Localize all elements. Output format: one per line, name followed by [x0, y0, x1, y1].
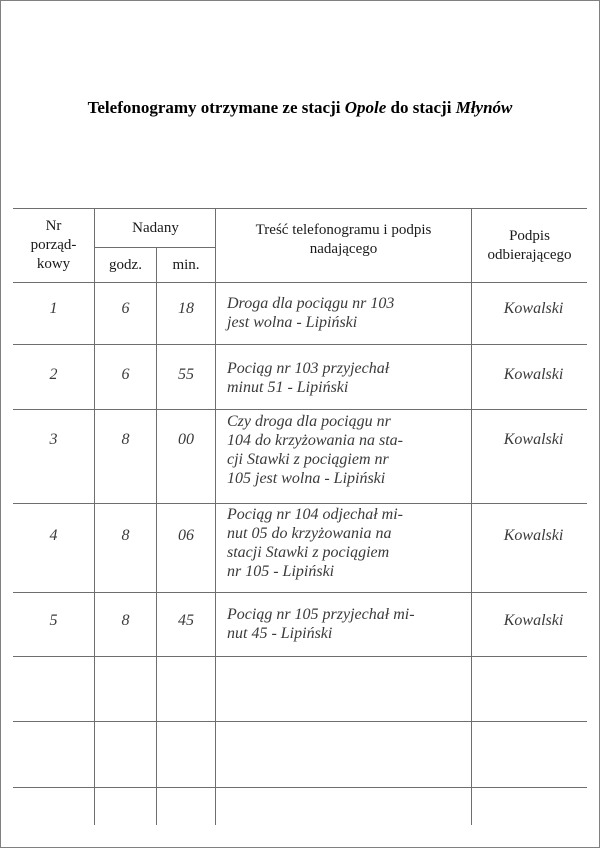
header-nr: Nr porząd- kowy: [30, 218, 77, 272]
header-tresc: Treść telefonogramu i podpis nadającego: [255, 222, 432, 257]
title-middle: do stacji: [386, 98, 456, 117]
row-5-godz: 8: [121, 612, 130, 629]
row-line: [13, 656, 587, 657]
row-3-godz: 8: [121, 431, 130, 448]
row-4-godz: 8: [121, 527, 130, 544]
title-to-station: Młynów: [455, 98, 513, 117]
title-prefix: Telefonogramy otrzymane ze stacji: [87, 98, 345, 117]
row-2-podpis: Kowalski: [503, 366, 564, 383]
row-4-tresc: Pociąg nr 104 odjechał mi- nut 05 do krzyżowania na stacji Stawki z pociągiem nr 105 - Lipiński: [227, 506, 403, 580]
row-3-nr: 3: [49, 431, 58, 448]
row-4-nr: 4: [49, 527, 58, 544]
header-min: min.: [172, 256, 200, 273]
row-1-godz: 6: [121, 300, 130, 317]
row-4-podpis: Kowalski: [503, 527, 564, 544]
row-5-tresc: Pociąg nr 105 przyjechał mi- nut 45 - Lipiński: [227, 606, 415, 642]
row-3-podpis: Kowalski: [503, 431, 564, 448]
row-5-nr: 5: [49, 612, 58, 629]
title-from-station: Opole: [344, 98, 387, 117]
row-2-tresc: Pociąg nr 103 przyjechał minut 51 - Lipiński: [227, 360, 390, 396]
header-podpis: Podpis odbierającego: [487, 227, 572, 263]
row-2-nr: 2: [49, 366, 58, 383]
row-2-min: 55: [178, 366, 194, 383]
row-1-podpis: Kowalski: [503, 300, 564, 317]
row-4-min: 06: [178, 527, 194, 544]
row-1-nr: 1: [49, 300, 58, 317]
header-nadany: Nadany: [132, 219, 179, 236]
row-line: [13, 721, 587, 722]
row-3-tresc: Czy droga dla pociągu nr 104 do krzyżowania na sta- cji Stawki z pociągiem nr 105 jest wolna - Lipiński: [227, 413, 403, 487]
row-line: [13, 787, 587, 788]
column-line: [215, 208, 216, 825]
row-1-tresc: Droga dla pociągu nr 103 jest wolna - Lipiński: [227, 295, 395, 331]
header-godz: godz.: [109, 256, 142, 273]
row-2-godz: 6: [121, 366, 130, 383]
row-5-podpis: Kowalski: [503, 612, 564, 629]
row-1-min: 18: [178, 300, 194, 317]
row-5-min: 45: [178, 612, 194, 629]
row-3-min: 00: [178, 431, 194, 448]
